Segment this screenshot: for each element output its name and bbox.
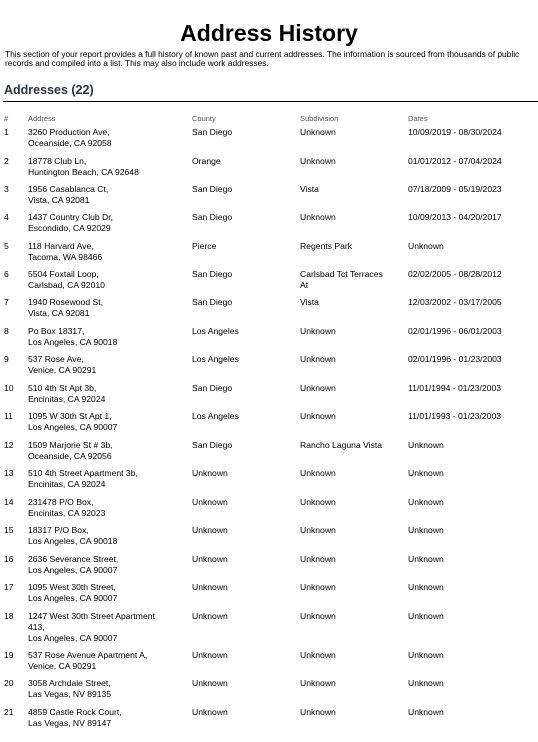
header-address: Address (28, 114, 56, 123)
address-cell (28, 269, 188, 291)
address-cell-line: 18317 P/O Box, (28, 525, 89, 535)
county-cell (192, 269, 232, 280)
county-cell-line: Unknown (192, 554, 228, 564)
address-cell-line: 413, (28, 622, 45, 632)
dates-cell (408, 269, 502, 280)
dates-cell (408, 156, 502, 167)
address-cell-line: Los Angeles, CA 90018 (28, 536, 118, 546)
row-number-line: 18 (4, 611, 14, 621)
row-number (4, 184, 9, 195)
county-cell-line: Unknown (192, 468, 228, 478)
county-cell (192, 212, 232, 223)
subdivision-cell (300, 611, 400, 622)
dates-cell (408, 497, 444, 508)
subdivision-cell (300, 383, 400, 394)
subdivision-cell-line: Rancho Laguna Vista (300, 440, 383, 450)
county-cell-line: Los Angeles (192, 354, 239, 364)
dates-cell (408, 354, 502, 365)
address-cell (28, 582, 188, 604)
county-cell-line: Unknown (192, 497, 228, 507)
address-cell-line: 1509 Marjorie St # 3b, (28, 440, 113, 450)
row-number (4, 269, 9, 280)
subdivision-cell-line: Unknown (300, 650, 336, 660)
subdivision-cell (300, 184, 400, 195)
row-number-line: 6 (4, 269, 9, 279)
row-number-line: 2 (4, 156, 9, 166)
address-cell-line: 3058 Archdale Street, (28, 678, 111, 688)
address-cell-line: 118 Harvard Ave, (28, 241, 94, 251)
dates-cell-line: 02/01/1996 - 01/23/2003 (408, 354, 502, 364)
county-cell (192, 297, 232, 308)
subdivision-cell (300, 525, 400, 536)
address-cell (28, 156, 188, 178)
address-cell (28, 326, 188, 348)
address-cell (28, 497, 188, 519)
row-number (4, 212, 9, 223)
subdivision-cell-line: Unknown (300, 707, 336, 717)
subdivision-cell (300, 554, 400, 565)
dates-cell-line: Unknown (408, 241, 444, 251)
address-cell (28, 383, 188, 405)
county-cell (192, 127, 232, 138)
subdivision-cell-line: Unknown (300, 468, 336, 478)
dates-cell (408, 297, 502, 308)
address-cell-line: Vista, CA 92081 (28, 308, 90, 318)
row-number (4, 383, 14, 394)
address-cell (28, 554, 188, 576)
row-number-line: 1 (4, 127, 9, 137)
subdivision-cell-line: Unknown (300, 582, 336, 592)
dates-cell (408, 525, 444, 536)
dates-cell-line: Unknown (408, 440, 444, 450)
section-divider (3, 101, 538, 102)
address-cell-line: 510 4th Street Apartment 3b, (28, 468, 138, 478)
address-cell-line: Encinitas, CA 92024 (28, 394, 106, 404)
dates-cell (408, 184, 502, 195)
header-county: County (192, 114, 216, 123)
dates-cell (408, 611, 444, 622)
address-cell-line: Oceanside, CA 92058 (28, 138, 112, 148)
address-cell-line: Carlsbad, CA 92010 (28, 280, 105, 290)
address-cell-line: Las Vegas, NV 89147 (28, 718, 112, 728)
address-cell-line: 1247 West 30th Street Apartment (28, 611, 155, 621)
subdivision-cell-line: Carlsbad Tct Terraces (300, 269, 383, 279)
county-cell-line: San Diego (192, 127, 233, 137)
address-cell-line: 510 4th St Apt 3b, (28, 383, 97, 393)
county-cell (192, 497, 228, 508)
county-cell-line: Orange (192, 156, 221, 166)
row-number-line: 21 (4, 707, 14, 717)
county-cell-line: Unknown (192, 525, 228, 535)
dates-cell-line: 11/01/1993 - 01/23/2003 (408, 411, 502, 421)
dates-cell-line: Unknown (408, 678, 444, 688)
subdivision-cell (300, 326, 400, 337)
row-number-line: 14 (4, 497, 14, 507)
row-number (4, 297, 9, 308)
dates-cell (408, 707, 444, 718)
page-title: Address History (180, 20, 358, 46)
address-cell (28, 678, 188, 700)
dates-cell (408, 582, 444, 593)
address-cell-line: 1095 West 30th Street, (28, 582, 116, 592)
address-cell-line: Venice, CA 90291 (28, 661, 97, 671)
address-cell-line: Los Angeles, CA 90007 (28, 633, 118, 643)
subdivision-cell (300, 582, 400, 593)
subdivision-cell-line: Unknown (300, 326, 336, 336)
row-number (4, 678, 14, 689)
address-cell (28, 468, 188, 490)
header-num: # (4, 114, 9, 123)
dates-cell-line: 02/01/1996 - 06/01/2003 (408, 326, 502, 336)
county-cell (192, 326, 239, 337)
row-number-line: 3 (4, 184, 9, 194)
row-number-line: 8 (4, 326, 9, 336)
county-cell (192, 468, 228, 479)
row-number (4, 156, 9, 167)
row-number-line: 11 (4, 411, 13, 421)
dates-cell-line: Unknown (408, 554, 444, 564)
subdivision-cell-line: Unknown (300, 383, 336, 393)
row-number (4, 554, 14, 565)
subdivision-cell (300, 707, 400, 718)
row-number-line: 12 (4, 440, 14, 450)
row-number-line: 19 (4, 650, 14, 660)
county-cell (192, 554, 228, 565)
row-number-line: 17 (4, 582, 14, 592)
subdivision-cell-line: Unknown (300, 497, 336, 507)
address-cell-line: Los Angeles, CA 90018 (28, 337, 118, 347)
row-number-line: 10 (4, 383, 14, 393)
subdivision-cell (300, 241, 400, 252)
address-cell (28, 611, 188, 644)
dates-cell (408, 241, 444, 252)
subdivision-cell-line: Unknown (300, 678, 336, 688)
subdivision-cell-line: Unknown (300, 411, 336, 421)
row-number (4, 611, 14, 622)
row-number-line: 16 (4, 554, 14, 564)
address-cell-line: 231478 P/O Box, (28, 497, 94, 507)
dates-cell-line: 02/02/2005 - 08/28/2012 (408, 269, 502, 279)
address-cell-line: 4859 Castle Rock Court, (28, 707, 122, 717)
dates-cell (408, 212, 502, 223)
subdivision-cell (300, 411, 400, 422)
header-dates: Dates (408, 114, 428, 123)
dates-cell (408, 411, 501, 422)
row-number-line: 5 (4, 241, 9, 251)
subdivision-cell (300, 212, 400, 223)
county-cell-line: Unknown (192, 707, 228, 717)
subdivision-cell (300, 297, 400, 308)
subdivision-cell (300, 650, 400, 661)
address-cell-line: Encinitas, CA 92023 (28, 508, 106, 518)
address-cell-line: 5504 Foxtail Loop, (28, 269, 99, 279)
dates-cell-line: Unknown (408, 707, 444, 717)
row-number-line: 15 (4, 525, 14, 535)
subdivision-cell-line: Unknown (300, 525, 336, 535)
subdivision-cell-line: Vista (300, 184, 319, 194)
subdivision-cell (300, 127, 400, 138)
address-cell (28, 650, 188, 672)
address-cell (28, 241, 188, 263)
dates-cell-line: Unknown (408, 525, 444, 535)
address-cell-line: Encinitas, CA 92024 (28, 479, 106, 489)
county-cell (192, 678, 228, 689)
address-cell (28, 525, 188, 547)
address-cell-line: Vista, CA 92081 (28, 195, 90, 205)
dates-cell (408, 468, 444, 479)
county-cell-line: San Diego (192, 184, 233, 194)
address-cell-line: 537 Rose Ave, (28, 354, 84, 364)
header-subdivision: Subdivision (300, 114, 339, 123)
dates-cell-line: 01/01/2012 - 07/04/2024 (408, 156, 502, 166)
county-cell-line: San Diego (192, 212, 233, 222)
address-cell-line: 3260 Production Ave, (28, 127, 110, 137)
dates-cell-line: 07/18/2009 - 05/19/2023 (408, 184, 502, 194)
dates-cell-line: Unknown (408, 582, 444, 592)
address-cell-line: Oceanside, CA 92056 (28, 451, 112, 461)
county-cell-line: San Diego (192, 269, 233, 279)
dates-cell-line: Unknown (408, 468, 444, 478)
row-number-line: 7 (4, 297, 9, 307)
subdivision-cell-line: Regents Park (300, 241, 353, 251)
address-cell (28, 127, 188, 149)
subdivision-cell-line: Unknown (300, 611, 336, 621)
address-cell-line: Las Vegas, NV 89135 (28, 689, 112, 699)
dates-cell-line: 11/01/1994 - 01/23/2003 (408, 383, 502, 393)
address-cell-line: Los Angeles, CA 90007 (28, 593, 118, 603)
row-number (4, 411, 13, 422)
address-cell-line: Los Angeles, CA 90007 (28, 422, 118, 432)
subdivision-cell (300, 440, 400, 451)
row-number (4, 354, 9, 365)
row-number (4, 497, 14, 508)
address-cell (28, 184, 188, 206)
address-cell-line: 1437 Country Club Dr, (28, 212, 114, 222)
county-cell (192, 650, 228, 661)
county-cell-line: Los Angeles (192, 326, 239, 336)
row-number (4, 326, 9, 337)
row-number (4, 440, 14, 451)
dates-cell-line: Unknown (408, 497, 444, 507)
row-number (4, 650, 14, 661)
county-cell (192, 611, 228, 622)
subdivision-cell-line: Unknown (300, 212, 336, 222)
row-number-line: 20 (4, 678, 14, 688)
row-number (4, 707, 14, 718)
county-cell-line: Unknown (192, 582, 228, 592)
dates-cell (408, 650, 444, 661)
intro-text: This section of your report provides a full history of known past and current addresses. The information is sourced from thousands of public records and compiled into a list. This may also include work addresses. (5, 49, 520, 69)
county-cell (192, 156, 221, 167)
row-number-line: 4 (4, 212, 9, 222)
address-cell-line: 1956 Casablanca Ct, (28, 184, 109, 194)
subdivision-cell-line: Unknown (300, 127, 336, 137)
row-number (4, 127, 9, 138)
subdivision-cell (300, 468, 400, 479)
dates-cell (408, 127, 502, 138)
subdivision-cell-line: Unknown (300, 554, 336, 564)
dates-cell-line: Unknown (408, 611, 444, 621)
dates-cell (408, 383, 501, 394)
address-cell-line: Po Box 18317, (28, 326, 85, 336)
address-cell-line: 1095 W 30th St Apt 1, (28, 411, 112, 421)
subdivision-cell (300, 269, 400, 291)
section-title: Addresses (22) (4, 83, 94, 97)
county-cell-line: Unknown (192, 678, 228, 688)
row-number (4, 525, 14, 536)
county-cell-line: Unknown (192, 650, 228, 660)
subdivision-cell (300, 354, 400, 365)
county-cell (192, 440, 232, 451)
county-cell (192, 184, 232, 195)
row-number (4, 468, 14, 479)
address-cell-line: Tacoma, WA 98466 (28, 252, 103, 262)
address-cell-line: 1940 Rosewood St, (28, 297, 104, 307)
county-cell-line: San Diego (192, 440, 233, 450)
subdivision-cell (300, 678, 400, 689)
row-number-line: 13 (4, 468, 14, 478)
dates-cell-line: Unknown (408, 650, 444, 660)
address-cell (28, 297, 188, 319)
county-cell-line: San Diego (192, 297, 233, 307)
address-cell (28, 707, 188, 729)
county-cell (192, 383, 232, 394)
county-cell (192, 241, 216, 252)
address-cell-line: 18778 Club Ln, (28, 156, 87, 166)
dates-cell (408, 440, 444, 451)
dates-cell-line: 10/09/2019 - 08/30/2024 (408, 127, 502, 137)
address-cell-line: Huntington Beach, CA 92648 (28, 167, 139, 177)
subdivision-cell (300, 497, 400, 508)
subdivision-cell (300, 156, 400, 167)
address-cell (28, 354, 188, 376)
county-cell (192, 707, 228, 718)
subdivision-cell-line: Unknown (300, 156, 336, 166)
row-number-line: 9 (4, 354, 9, 364)
county-cell (192, 354, 239, 365)
address-cell-line: Los Angeles, CA 90007 (28, 565, 118, 575)
row-number (4, 582, 14, 593)
county-cell (192, 411, 239, 422)
dates-cell (408, 678, 444, 689)
address-cell-line: 537 Rose Avenue Apartment A, (28, 650, 148, 660)
subdivision-cell-line: At (300, 280, 309, 290)
subdivision-cell-line: Vista (300, 297, 319, 307)
dates-cell-line: 12/03/2002 - 03/17/2005 (408, 297, 502, 307)
county-cell (192, 582, 228, 593)
address-cell-line: 2636 Severance Street, (28, 554, 119, 564)
county-cell-line: Los Angeles (192, 411, 239, 421)
dates-cell-line: 10/09/2013 - 04/20/2017 (408, 212, 502, 222)
row-number (4, 241, 9, 252)
dates-cell (408, 554, 444, 565)
county-cell-line: Pierce (192, 241, 217, 251)
county-cell (192, 525, 228, 536)
county-cell-line: San Diego (192, 383, 233, 393)
address-cell-line: Escondido, CA 92029 (28, 223, 111, 233)
address-cell (28, 212, 188, 234)
address-cell (28, 440, 188, 462)
subdivision-cell-line: Unknown (300, 354, 336, 364)
county-cell-line: Unknown (192, 611, 228, 621)
address-cell-line: Venice, CA 90291 (28, 365, 97, 375)
dates-cell (408, 326, 502, 337)
address-cell (28, 411, 188, 433)
